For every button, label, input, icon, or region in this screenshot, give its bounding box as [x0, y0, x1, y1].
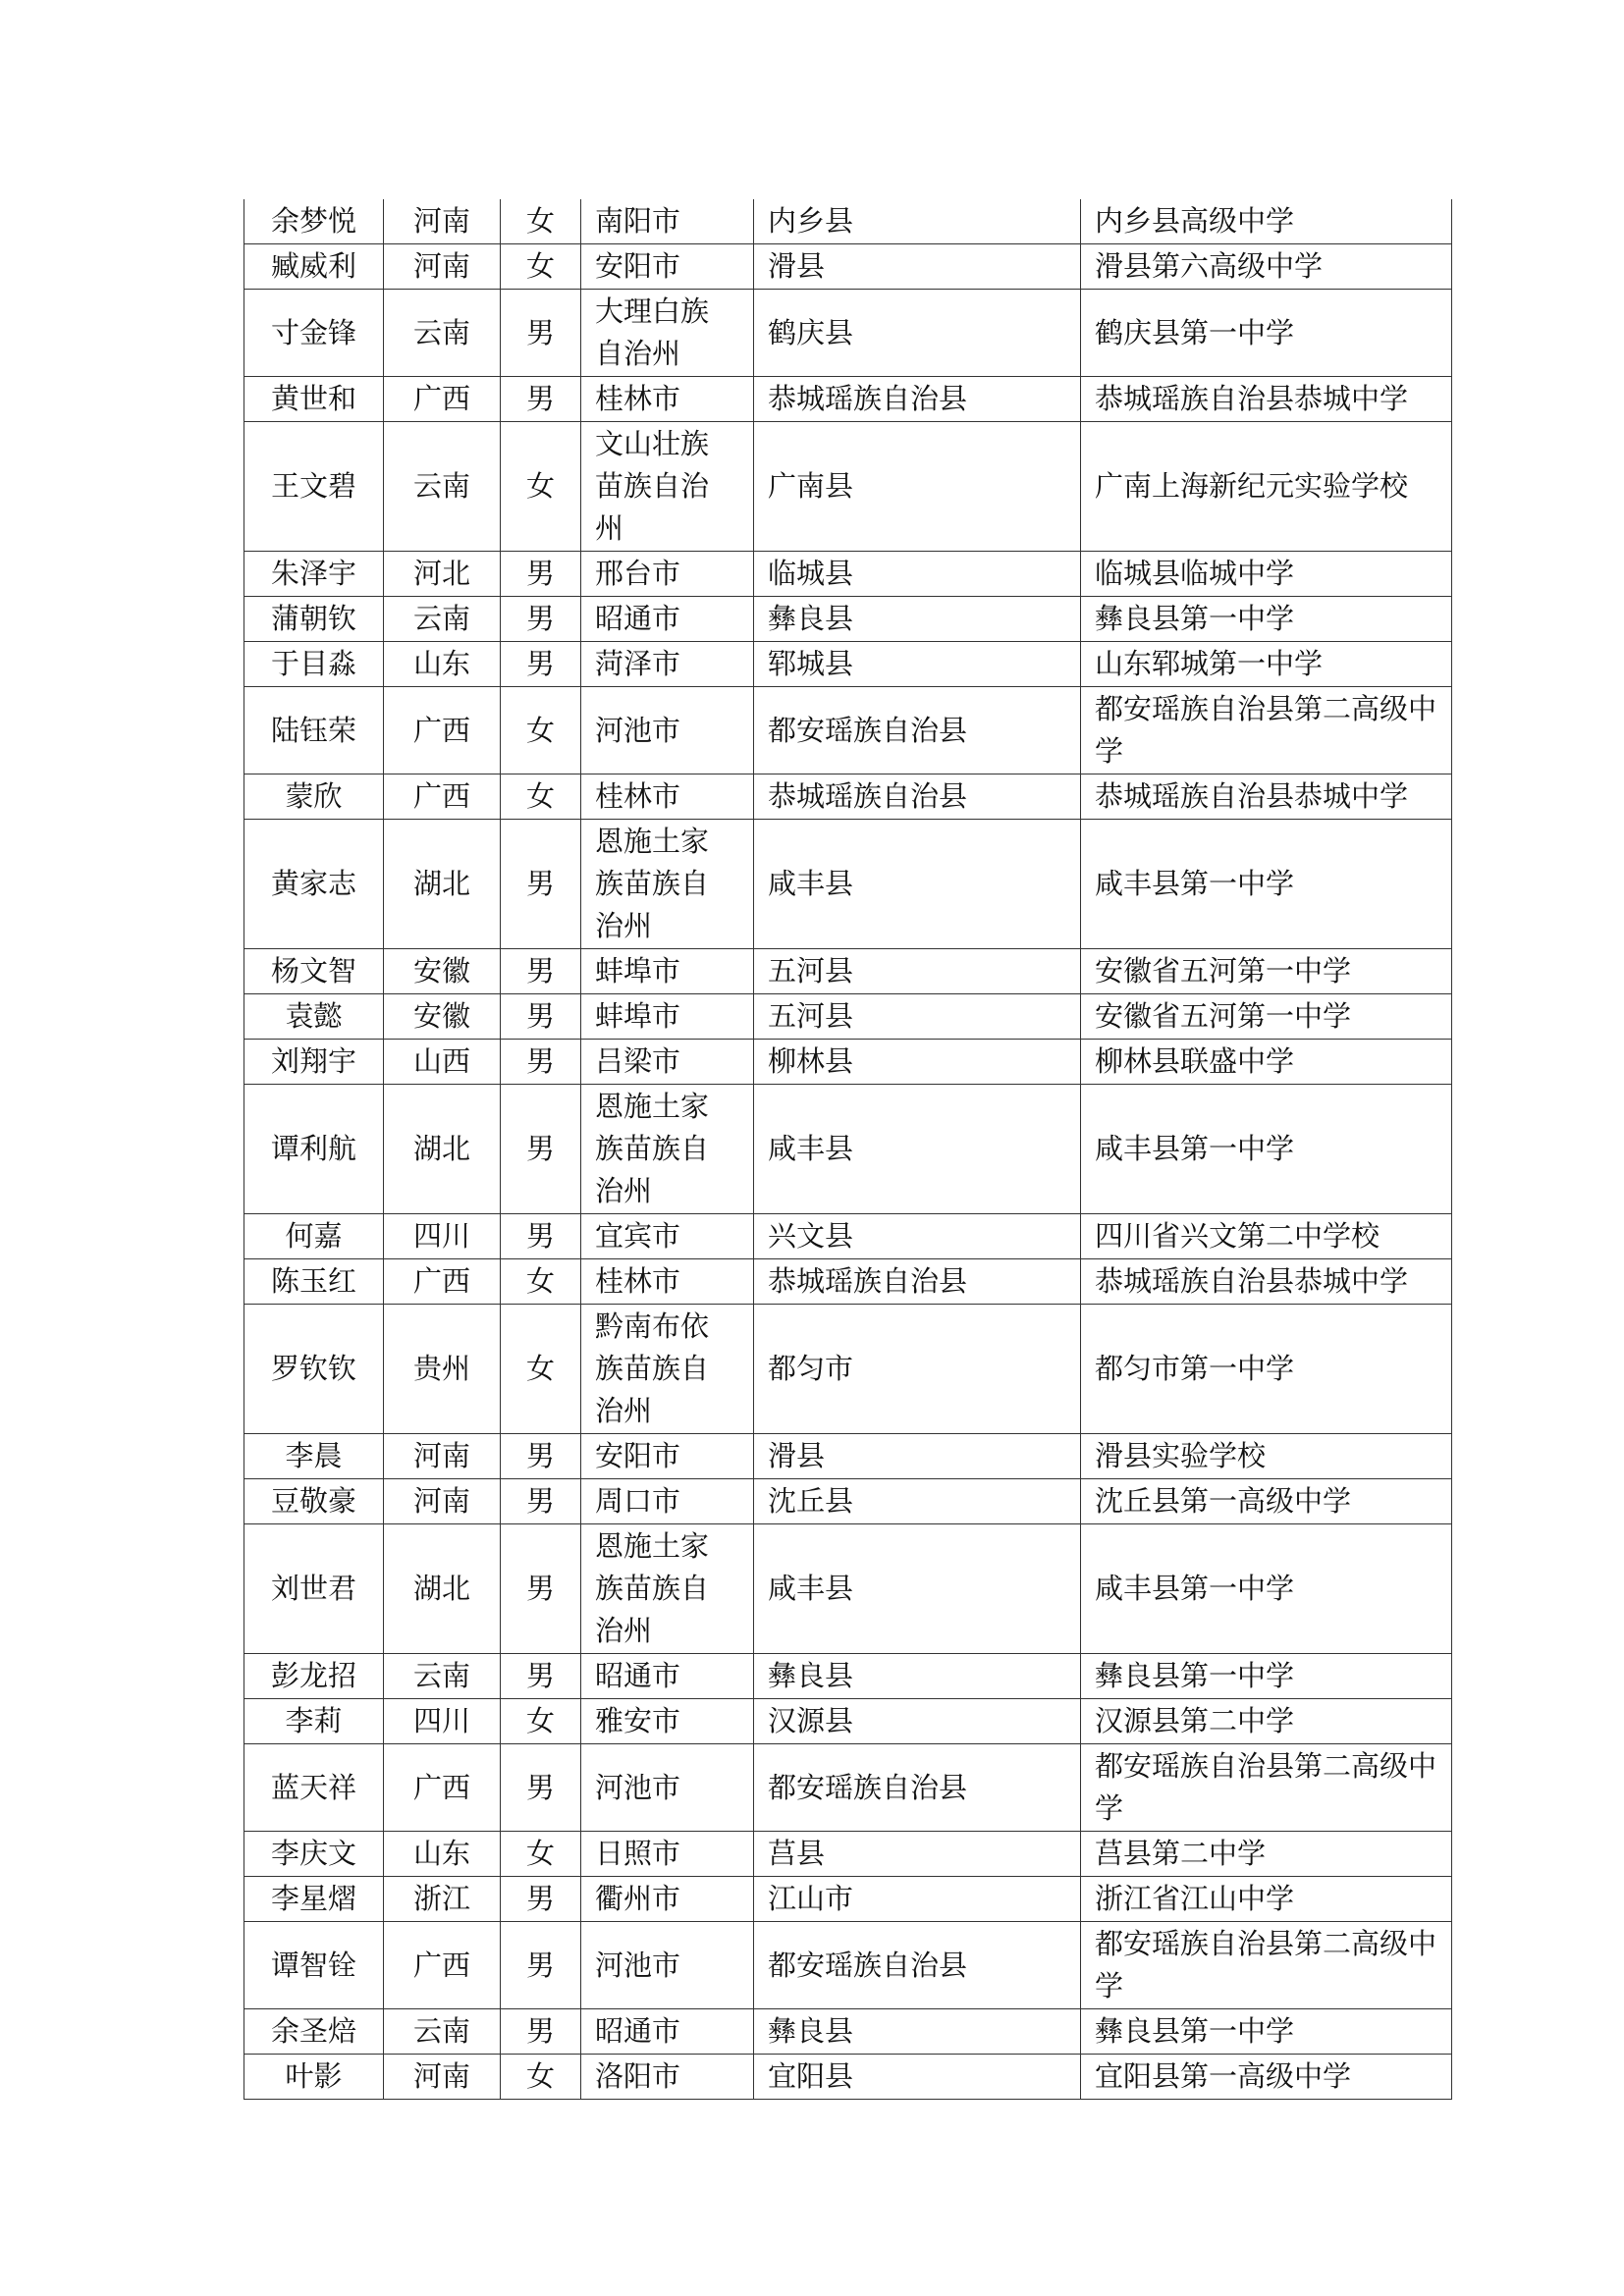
province-cell: 广西 [384, 377, 501, 422]
table-row [244, 1877, 1452, 1922]
table-row [244, 2055, 1452, 2100]
table-row [244, 377, 1452, 422]
school-cell: 都安瑶族自治县第二高级中学 [1081, 687, 1452, 774]
province-cell: 河南 [384, 199, 501, 244]
gender-cell: 女 [501, 774, 581, 820]
county-cell: 临城县 [754, 552, 1081, 597]
student-name-cell: 余圣焙 [244, 2009, 384, 2055]
table-row [244, 994, 1452, 1040]
city-cell: 河池市 [581, 687, 754, 774]
student-name-cell: 黄家志 [244, 820, 384, 949]
province-cell: 广西 [384, 1922, 501, 2009]
school-cell: 恭城瑶族自治县恭城中学 [1081, 377, 1452, 422]
student-name-cell: 彭龙招 [244, 1654, 384, 1699]
county-cell: 宜阳县 [754, 2055, 1081, 2100]
gender-cell: 男 [501, 2009, 581, 2055]
table-row [244, 1214, 1452, 1259]
student-name-cell: 余梦悦 [244, 199, 384, 244]
school-cell: 临城县临城中学 [1081, 552, 1452, 597]
table-row [244, 1524, 1452, 1654]
school-cell: 都匀市第一中学 [1081, 1305, 1452, 1434]
gender-cell: 女 [501, 422, 581, 552]
county-cell: 都安瑶族自治县 [754, 1922, 1081, 2009]
table-row [244, 244, 1452, 290]
county-cell: 咸丰县 [754, 1085, 1081, 1214]
province-cell: 广西 [384, 1744, 501, 1832]
city-cell: 桂林市 [581, 774, 754, 820]
table-row [244, 2009, 1452, 2055]
student-name-cell: 黄世和 [244, 377, 384, 422]
city-cell: 吕梁市 [581, 1040, 754, 1085]
student-name-cell: 李星熠 [244, 1877, 384, 1922]
county-cell: 都安瑶族自治县 [754, 1744, 1081, 1832]
student-roster-table [244, 199, 1452, 2100]
gender-cell: 女 [501, 1305, 581, 1434]
county-cell: 柳林县 [754, 1040, 1081, 1085]
table-row [244, 774, 1452, 820]
city-cell: 蚌埠市 [581, 949, 754, 994]
province-cell: 浙江 [384, 1877, 501, 1922]
province-cell: 云南 [384, 1654, 501, 1699]
gender-cell: 女 [501, 2055, 581, 2100]
county-cell: 滑县 [754, 244, 1081, 290]
county-cell: 沈丘县 [754, 1479, 1081, 1524]
province-cell: 河北 [384, 552, 501, 597]
county-cell: 郓城县 [754, 642, 1081, 687]
student-name-cell: 李晨 [244, 1434, 384, 1479]
school-cell: 恭城瑶族自治县恭城中学 [1081, 1259, 1452, 1305]
table-row [244, 1832, 1452, 1877]
table-row [244, 1922, 1452, 2009]
student-name-cell: 臧威利 [244, 244, 384, 290]
table-row [244, 642, 1452, 687]
student-name-cell: 谭智铨 [244, 1922, 384, 2009]
gender-cell: 男 [501, 642, 581, 687]
student-name-cell: 杨文智 [244, 949, 384, 994]
school-cell: 都安瑶族自治县第二高级中学 [1081, 1922, 1452, 2009]
student-name-cell: 谭利航 [244, 1085, 384, 1214]
province-cell: 安徽 [384, 949, 501, 994]
gender-cell: 男 [501, 290, 581, 377]
table-row [244, 687, 1452, 774]
student-name-cell: 蒙欣 [244, 774, 384, 820]
school-cell: 汉源县第二中学 [1081, 1699, 1452, 1744]
city-cell: 昭通市 [581, 2009, 754, 2055]
county-cell: 彝良县 [754, 1654, 1081, 1699]
school-cell: 莒县第二中学 [1081, 1832, 1452, 1877]
gender-cell: 男 [501, 1654, 581, 1699]
gender-cell: 男 [501, 949, 581, 994]
student-name-cell: 刘世君 [244, 1524, 384, 1654]
school-cell: 安徽省五河第一中学 [1081, 994, 1452, 1040]
city-cell: 安阳市 [581, 1434, 754, 1479]
student-name-cell: 王文碧 [244, 422, 384, 552]
school-cell: 沈丘县第一高级中学 [1081, 1479, 1452, 1524]
school-cell: 都安瑶族自治县第二高级中学 [1081, 1744, 1452, 1832]
county-cell: 兴文县 [754, 1214, 1081, 1259]
school-cell: 彝良县第一中学 [1081, 597, 1452, 642]
school-cell: 内乡县高级中学 [1081, 199, 1452, 244]
county-cell: 彝良县 [754, 597, 1081, 642]
city-cell: 雅安市 [581, 1699, 754, 1744]
student-name-cell: 陈玉红 [244, 1259, 384, 1305]
table-row [244, 1085, 1452, 1214]
city-cell: 菏泽市 [581, 642, 754, 687]
province-cell: 山西 [384, 1040, 501, 1085]
province-cell: 河南 [384, 1434, 501, 1479]
gender-cell: 女 [501, 244, 581, 290]
gender-cell: 男 [501, 994, 581, 1040]
county-cell: 咸丰县 [754, 820, 1081, 949]
table-row [244, 1040, 1452, 1085]
table-row [244, 597, 1452, 642]
school-cell: 鹤庆县第一中学 [1081, 290, 1452, 377]
city-cell: 邢台市 [581, 552, 754, 597]
county-cell: 江山市 [754, 1877, 1081, 1922]
county-cell: 五河县 [754, 994, 1081, 1040]
student-name-cell: 刘翔宇 [244, 1040, 384, 1085]
province-cell: 山东 [384, 642, 501, 687]
table-row [244, 1305, 1452, 1434]
gender-cell: 女 [501, 1699, 581, 1744]
city-cell: 周口市 [581, 1479, 754, 1524]
city-cell: 桂林市 [581, 377, 754, 422]
table-row [244, 1434, 1452, 1479]
province-cell: 山东 [384, 1832, 501, 1877]
student-name-cell: 袁懿 [244, 994, 384, 1040]
county-cell: 鹤庆县 [754, 290, 1081, 377]
table-row [244, 1654, 1452, 1699]
student-name-cell: 陆钰荣 [244, 687, 384, 774]
province-cell: 广西 [384, 774, 501, 820]
city-cell: 河池市 [581, 1922, 754, 2009]
roster-body [244, 199, 1452, 2100]
province-cell: 广西 [384, 687, 501, 774]
school-cell: 彝良县第一中学 [1081, 1654, 1452, 1699]
table-row [244, 820, 1452, 949]
city-cell: 河池市 [581, 1744, 754, 1832]
table-row [244, 1479, 1452, 1524]
city-cell: 宜宾市 [581, 1214, 754, 1259]
table-row [244, 552, 1452, 597]
city-cell: 蚌埠市 [581, 994, 754, 1040]
province-cell: 湖北 [384, 1085, 501, 1214]
county-cell: 恭城瑶族自治县 [754, 774, 1081, 820]
city-cell: 昭通市 [581, 597, 754, 642]
city-cell: 大理白族自治州 [581, 290, 754, 377]
province-cell: 四川 [384, 1699, 501, 1744]
student-name-cell: 于目淼 [244, 642, 384, 687]
province-cell: 云南 [384, 422, 501, 552]
school-cell: 山东郓城第一中学 [1081, 642, 1452, 687]
school-cell: 咸丰县第一中学 [1081, 820, 1452, 949]
table-row [244, 1699, 1452, 1744]
table-row [244, 422, 1452, 552]
gender-cell: 男 [501, 1434, 581, 1479]
student-name-cell: 罗钦钦 [244, 1305, 384, 1434]
gender-cell: 男 [501, 1085, 581, 1214]
gender-cell: 女 [501, 1259, 581, 1305]
student-name-cell: 蒲朝钦 [244, 597, 384, 642]
school-cell: 咸丰县第一中学 [1081, 1524, 1452, 1654]
county-cell: 都安瑶族自治县 [754, 687, 1081, 774]
city-cell: 洛阳市 [581, 2055, 754, 2100]
student-name-cell: 豆敬豪 [244, 1479, 384, 1524]
gender-cell: 男 [501, 1524, 581, 1654]
city-cell: 日照市 [581, 1832, 754, 1877]
student-name-cell: 叶影 [244, 2055, 384, 2100]
school-cell: 浙江省江山中学 [1081, 1877, 1452, 1922]
student-name-cell: 朱泽宇 [244, 552, 384, 597]
table-row [244, 199, 1452, 244]
gender-cell: 女 [501, 687, 581, 774]
gender-cell: 男 [501, 1040, 581, 1085]
province-cell: 四川 [384, 1214, 501, 1259]
gender-cell: 男 [501, 1744, 581, 1832]
city-cell: 黔南布依族苗族自治州 [581, 1305, 754, 1434]
student-name-cell: 寸金锋 [244, 290, 384, 377]
gender-cell: 女 [501, 199, 581, 244]
gender-cell: 男 [501, 552, 581, 597]
county-cell: 五河县 [754, 949, 1081, 994]
school-cell: 滑县第六高级中学 [1081, 244, 1452, 290]
student-name-cell: 蓝天祥 [244, 1744, 384, 1832]
county-cell: 恭城瑶族自治县 [754, 377, 1081, 422]
county-cell: 汉源县 [754, 1699, 1081, 1744]
gender-cell: 男 [501, 1877, 581, 1922]
province-cell: 广西 [384, 1259, 501, 1305]
school-cell: 柳林县联盛中学 [1081, 1040, 1452, 1085]
city-cell: 安阳市 [581, 244, 754, 290]
city-cell: 衢州市 [581, 1877, 754, 1922]
gender-cell: 男 [501, 597, 581, 642]
city-cell: 南阳市 [581, 199, 754, 244]
province-cell: 河南 [384, 1479, 501, 1524]
school-cell: 滑县实验学校 [1081, 1434, 1452, 1479]
province-cell: 湖北 [384, 1524, 501, 1654]
school-cell: 宜阳县第一高级中学 [1081, 2055, 1452, 2100]
province-cell: 河南 [384, 244, 501, 290]
gender-cell: 男 [501, 1214, 581, 1259]
county-cell: 内乡县 [754, 199, 1081, 244]
gender-cell: 女 [501, 1832, 581, 1877]
city-cell: 文山壮族苗族自治州 [581, 422, 754, 552]
county-cell: 咸丰县 [754, 1524, 1081, 1654]
city-cell: 恩施土家族苗族自治州 [581, 1085, 754, 1214]
county-cell: 广南县 [754, 422, 1081, 552]
student-name-cell: 李庆文 [244, 1832, 384, 1877]
school-cell: 彝良县第一中学 [1081, 2009, 1452, 2055]
student-name-cell: 何嘉 [244, 1214, 384, 1259]
province-cell: 云南 [384, 597, 501, 642]
gender-cell: 男 [501, 1479, 581, 1524]
gender-cell: 男 [501, 820, 581, 949]
county-cell: 莒县 [754, 1832, 1081, 1877]
county-cell: 彝良县 [754, 2009, 1081, 2055]
student-name-cell: 李莉 [244, 1699, 384, 1744]
table-row [244, 1744, 1452, 1832]
city-cell: 恩施土家族苗族自治州 [581, 820, 754, 949]
table-row [244, 949, 1452, 994]
province-cell: 安徽 [384, 994, 501, 1040]
table-row [244, 290, 1452, 377]
province-cell: 河南 [384, 2055, 501, 2100]
province-cell: 贵州 [384, 1305, 501, 1434]
province-cell: 湖北 [384, 820, 501, 949]
province-cell: 云南 [384, 290, 501, 377]
county-cell: 都匀市 [754, 1305, 1081, 1434]
school-cell: 咸丰县第一中学 [1081, 1085, 1452, 1214]
province-cell: 云南 [384, 2009, 501, 2055]
gender-cell: 男 [501, 1922, 581, 2009]
school-cell: 广南上海新纪元实验学校 [1081, 422, 1452, 552]
gender-cell: 男 [501, 377, 581, 422]
school-cell: 恭城瑶族自治县恭城中学 [1081, 774, 1452, 820]
city-cell: 桂林市 [581, 1259, 754, 1305]
county-cell: 滑县 [754, 1434, 1081, 1479]
city-cell: 恩施土家族苗族自治州 [581, 1524, 754, 1654]
school-cell: 安徽省五河第一中学 [1081, 949, 1452, 994]
table-row [244, 1259, 1452, 1305]
school-cell: 四川省兴文第二中学校 [1081, 1214, 1452, 1259]
city-cell: 昭通市 [581, 1654, 754, 1699]
county-cell: 恭城瑶族自治县 [754, 1259, 1081, 1305]
